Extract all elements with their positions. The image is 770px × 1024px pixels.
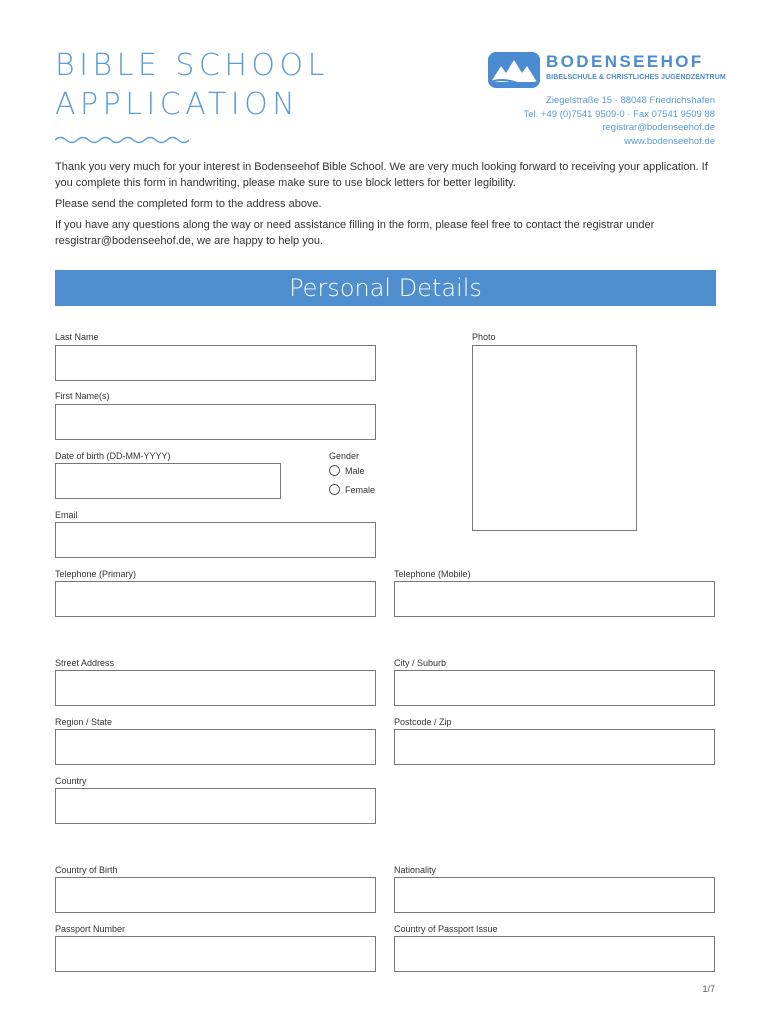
contact-website: www.bodenseehof.de bbox=[624, 135, 715, 147]
intro-paragraph-3: If you have any questions along the way or need assistance filling in the form, please feel free to contact the registrar under resgistrar@bodenseehof.de, we are happy to help you. bbox=[55, 219, 655, 247]
street-label: Street Address bbox=[55, 658, 115, 668]
photo-label: Photo bbox=[472, 332, 496, 342]
region-field[interactable] bbox=[55, 729, 376, 765]
tel-mobile-label: Telephone (Mobile) bbox=[394, 569, 471, 579]
first-names-label: First Name(s) bbox=[55, 391, 110, 401]
last-name-field[interactable] bbox=[55, 345, 376, 381]
intro-paragraph-1: Thank you very much for your interest in Bodenseehof Bible School. We are very much looking forward to receiving your application. If you complete this form in handwriting, please make sure to use block letters for better legibility. bbox=[55, 161, 708, 189]
street-field[interactable] bbox=[55, 670, 376, 706]
contact-email: registrar@bodenseehof.de bbox=[602, 122, 715, 133]
wave-divider-icon bbox=[55, 135, 189, 145]
city-label: City / Suburb bbox=[394, 658, 447, 668]
postcode-field[interactable] bbox=[394, 729, 715, 765]
male-radio[interactable] bbox=[329, 465, 340, 476]
nationality-label: Nationality bbox=[394, 865, 437, 875]
logo-subtitle: BIBELSCHULE & CHRISTLICHES JUGENDZENTRUM bbox=[546, 74, 726, 81]
country-birth-label: Country of Birth bbox=[55, 865, 118, 875]
contact-address: Ziegelstraße 15 · 88048 Friedrichshafen bbox=[546, 95, 715, 106]
email-label: Email bbox=[55, 510, 78, 520]
intro-text bbox=[55, 159, 716, 254]
passport-number-field[interactable] bbox=[55, 936, 376, 972]
tel-mobile-field[interactable] bbox=[394, 581, 715, 617]
country-field[interactable] bbox=[55, 788, 376, 824]
gender-male-option[interactable] bbox=[329, 465, 365, 476]
title-line-1: BIBLE SCHOOL bbox=[55, 48, 329, 83]
mountain-logo-icon bbox=[488, 52, 540, 88]
logo-name: BODENSEEHOF bbox=[546, 52, 704, 71]
page-number: 1/7 bbox=[702, 984, 715, 994]
female-radio-label: Female bbox=[345, 484, 376, 495]
dob-field[interactable] bbox=[55, 463, 281, 499]
tel-primary-field[interactable] bbox=[55, 581, 376, 617]
section-header-personal-details: Personal Details bbox=[55, 270, 716, 306]
passport-country-label: Country of Passport Issue bbox=[394, 924, 498, 934]
bodenseehof-logo bbox=[488, 50, 726, 90]
country-birth-field[interactable] bbox=[55, 877, 376, 913]
email-field[interactable] bbox=[55, 522, 376, 558]
tel-primary-label: Telephone (Primary) bbox=[55, 569, 137, 579]
postcode-label: Postcode / Zip bbox=[394, 717, 452, 727]
dob-label: Date of birth (DD-MM-YYYY) bbox=[55, 451, 171, 461]
male-radio-label: Male bbox=[345, 465, 365, 476]
photo-box[interactable] bbox=[472, 345, 637, 531]
female-radio[interactable] bbox=[329, 484, 340, 495]
contact-block bbox=[524, 94, 715, 148]
passport-country-field[interactable] bbox=[394, 936, 715, 972]
region-label: Region / State bbox=[55, 717, 113, 727]
title-line-2: APPLICATION bbox=[55, 87, 300, 122]
passport-number-label: Passport Number bbox=[55, 924, 126, 934]
country-label: Country bbox=[55, 776, 87, 786]
gender-label: Gender bbox=[329, 451, 360, 461]
gender-female-option[interactable] bbox=[329, 484, 375, 495]
first-names-field[interactable] bbox=[55, 404, 376, 440]
last-name-label: Last Name bbox=[55, 332, 99, 342]
contact-phone: Tel. +49 (0)7541 9509-0 · Fax 07541 9509 88 bbox=[523, 108, 715, 120]
city-field[interactable] bbox=[394, 670, 715, 706]
intro-paragraph-2: Please send the completed form to the address above. bbox=[55, 198, 322, 210]
nationality-field[interactable] bbox=[394, 877, 715, 913]
page-title bbox=[55, 46, 329, 124]
